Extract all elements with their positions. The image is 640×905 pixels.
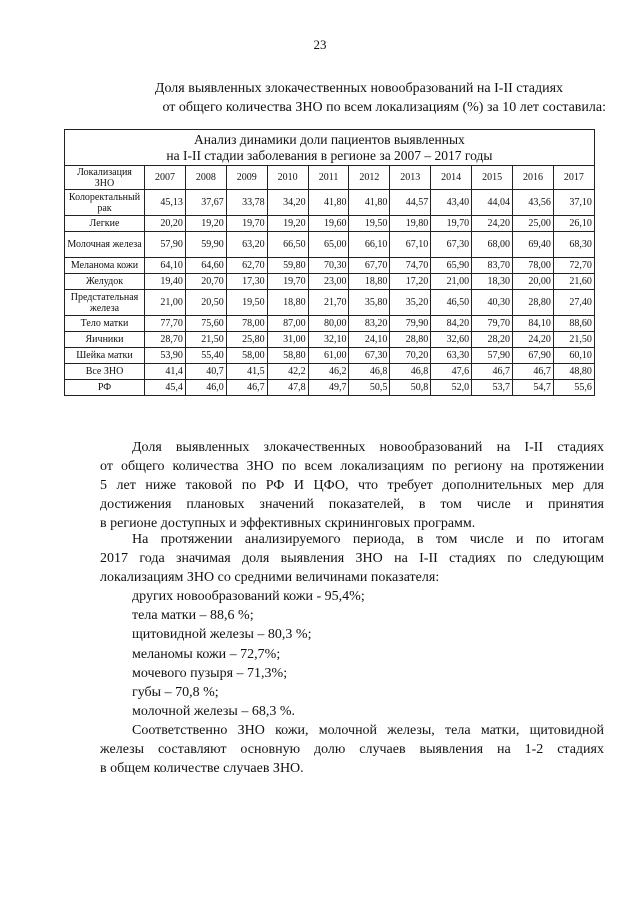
table-cell: 41,80 (308, 190, 349, 216)
table-row (65, 332, 595, 348)
row-label: Желудок (65, 274, 145, 290)
table-cell: 72,70 (553, 258, 594, 274)
table-cell: 32,10 (308, 332, 349, 348)
table-cell: 67,30 (431, 232, 472, 258)
list-item: щитовидной железы – 80,3 %; (132, 627, 312, 643)
paragraph-2-line: локализациям ЗНО со средними величинами показателя: (100, 570, 440, 585)
table-cell: 25,80 (226, 332, 267, 348)
header-year: 2012 (349, 166, 390, 190)
table-cell: 58,00 (226, 348, 267, 364)
table-cell: 45,13 (145, 190, 186, 216)
list-item: мочевого пузыря – 71,3%; (132, 665, 288, 681)
table-cell: 63,20 (226, 232, 267, 258)
row-label: Легкие (65, 216, 145, 232)
row-label: Яичники (65, 332, 145, 348)
header-year: 2013 (390, 166, 431, 190)
table-cell: 19,80 (390, 216, 431, 232)
table-cell: 60,10 (553, 348, 594, 364)
stage-share-table (64, 129, 595, 396)
table-cell: 37,67 (185, 190, 226, 216)
localization-list (132, 587, 365, 721)
table-cell: 32,60 (431, 332, 472, 348)
table-cell: 84,20 (431, 316, 472, 332)
table-cell: 28,70 (145, 332, 186, 348)
paragraph-1 (100, 438, 604, 533)
table-cell: 19,50 (226, 290, 267, 316)
table-cell: 57,90 (145, 232, 186, 258)
table-row (65, 348, 595, 364)
list-item: других новообразований кожи - 95,4%; (132, 589, 365, 604)
table-cell: 35,80 (349, 290, 390, 316)
table-cell: 68,30 (553, 232, 594, 258)
table-cell: 40,30 (472, 290, 513, 316)
paragraph-1-line: в регионе доступных и эффективных скрининговых программ. (100, 516, 476, 531)
table-cell: 24,20 (513, 332, 554, 348)
table-cell: 46,7 (513, 364, 554, 380)
table-cell: 47,6 (431, 364, 472, 380)
table-cell: 69,40 (513, 232, 554, 258)
table-cell: 65,00 (308, 232, 349, 258)
table-cell: 35,20 (390, 290, 431, 316)
header-year: 2017 (553, 166, 594, 190)
table-cell: 21,70 (308, 290, 349, 316)
table-cell: 20,70 (185, 274, 226, 290)
row-label: Шейка матки (65, 348, 145, 364)
table-cell: 18,80 (267, 290, 308, 316)
header-year: 2015 (472, 166, 513, 190)
paragraph-1-line: Доля выявленных злокачественных новообразований на I-II стадиях (132, 440, 604, 455)
paragraph-3-line: железы составляют основную долю случаев выявления на 1-2 стадиях (100, 742, 604, 757)
row-label: Меланома кожи (65, 258, 145, 274)
table-cell: 21,00 (145, 290, 186, 316)
table-cell: 47,8 (267, 380, 308, 396)
table-cell: 55,6 (553, 380, 594, 396)
table-cell: 87,00 (267, 316, 308, 332)
table-cell: 17,20 (390, 274, 431, 290)
paragraph-3-line: в общем количестве случаев ЗНО. (100, 761, 304, 776)
table-cell: 46,50 (431, 290, 472, 316)
table-cell: 70,20 (390, 348, 431, 364)
table-cell: 19,60 (308, 216, 349, 232)
table-row (65, 232, 595, 258)
table-cell: 19,20 (185, 216, 226, 232)
table-cell: 31,00 (267, 332, 308, 348)
list-item: губы – 70,8 %; (132, 685, 219, 701)
table-cell: 43,40 (431, 190, 472, 216)
table-cell: 46,0 (185, 380, 226, 396)
header-year: 2009 (226, 166, 267, 190)
table-cell: 34,20 (267, 190, 308, 216)
paragraph-3-line: Соответственно ЗНО кожи, молочной железы, тела матки, щитовидной (132, 723, 604, 738)
table-cell: 79,90 (390, 316, 431, 332)
table-cell: 54,7 (513, 380, 554, 396)
table-cell: 37,10 (553, 190, 594, 216)
table-cell: 50,5 (349, 380, 390, 396)
paragraph-2-line: На протяжении анализируемого периода, в том числе и по итогам (132, 532, 604, 547)
table-cell: 63,30 (431, 348, 472, 364)
table-cell: 46,2 (308, 364, 349, 380)
table-cell: 21,60 (553, 274, 594, 290)
table-cell: 58,80 (267, 348, 308, 364)
table-cell: 28,20 (472, 332, 513, 348)
paragraph-1-line: достижения плановых значений показателей, в том числе и принятия (100, 497, 604, 512)
table-cell: 66,50 (267, 232, 308, 258)
header-year: 2016 (513, 166, 554, 190)
table-row (65, 216, 595, 232)
list-item: тела матки – 88,6 %; (132, 608, 254, 624)
list-item: молочной железы – 68,3 %. (132, 704, 295, 720)
table-cell: 49,7 (308, 380, 349, 396)
table-cell: 55,40 (185, 348, 226, 364)
table-cell: 67,90 (513, 348, 554, 364)
table-cell: 52,0 (431, 380, 472, 396)
paragraph-3 (100, 721, 604, 778)
table-cell: 67,10 (390, 232, 431, 258)
table-cell: 24,20 (472, 216, 513, 232)
table-row (65, 290, 595, 316)
table-row (65, 274, 595, 290)
table-cell: 70,30 (308, 258, 349, 274)
table-cell: 44,04 (472, 190, 513, 216)
intro-line-2: от общего количества ЗНО по всем локализациям (%) за 10 лет составила: (162, 100, 606, 115)
row-label: Предстательная железа (65, 290, 145, 316)
table-cell: 20,20 (145, 216, 186, 232)
table-cell: 21,50 (185, 332, 226, 348)
table-cell: 79,70 (472, 316, 513, 332)
table-cell: 78,00 (513, 258, 554, 274)
header-localization: Локализация ЗНО (65, 166, 145, 190)
table-cell: 64,60 (185, 258, 226, 274)
header-year: 2014 (431, 166, 472, 190)
table-cell: 18,80 (349, 274, 390, 290)
table-cell: 46,8 (349, 364, 390, 380)
table-cell: 17,30 (226, 274, 267, 290)
table-cell: 25,00 (513, 216, 554, 232)
table-row (65, 364, 595, 380)
table-cell: 20,00 (513, 274, 554, 290)
table-cell: 24,10 (349, 332, 390, 348)
table-cell: 74,70 (390, 258, 431, 274)
table-cell: 62,70 (226, 258, 267, 274)
table-row (65, 258, 595, 274)
table-cell: 48,80 (553, 364, 594, 380)
table-cell: 53,7 (472, 380, 513, 396)
row-label: Молочная железа (65, 232, 145, 258)
table-row (65, 316, 595, 332)
table-cell: 41,5 (226, 364, 267, 380)
table-cell: 21,50 (553, 332, 594, 348)
table-cell: 27,40 (553, 290, 594, 316)
table-cell: 68,00 (472, 232, 513, 258)
table-cell: 20,50 (185, 290, 226, 316)
table-cell: 66,10 (349, 232, 390, 258)
table-cell: 42,2 (267, 364, 308, 380)
table-cell: 67,30 (349, 348, 390, 364)
table-cell: 45,4 (145, 380, 186, 396)
table-cell: 53,90 (145, 348, 186, 364)
table-cell: 26,10 (553, 216, 594, 232)
table-cell: 59,90 (185, 232, 226, 258)
table-cell: 88,60 (553, 316, 594, 332)
table-cell: 21,00 (431, 274, 472, 290)
header-year: 2011 (308, 166, 349, 190)
table-cell: 83,70 (472, 258, 513, 274)
table-row (65, 380, 595, 396)
paragraph-1-line: 5 лет ниже таковой по РФ И ЦФО, что требует дополнительных мер для (100, 478, 604, 493)
paragraph-2-line: 2017 года значимая доля выявления ЗНО на I-II стадиях по следующим (100, 551, 604, 566)
intro-line-1: Доля выявленных злокачественных новообразований на I-II стадиях (154, 81, 564, 96)
table-cell: 19,50 (349, 216, 390, 232)
table-cell: 43,56 (513, 190, 554, 216)
list-item: меланомы кожи – 72,7%; (132, 646, 281, 662)
header-year: 2007 (145, 166, 186, 190)
table-caption (65, 130, 595, 166)
row-label: Колоректальный рак (65, 190, 145, 216)
page-number: 23 (313, 37, 327, 52)
row-label: РФ (65, 380, 145, 396)
table-cell: 59,80 (267, 258, 308, 274)
table-cell: 75,60 (185, 316, 226, 332)
table-cell: 19,70 (431, 216, 472, 232)
table-cell: 77,70 (145, 316, 186, 332)
table-cell: 50,8 (390, 380, 431, 396)
table-cell: 57,90 (472, 348, 513, 364)
table-cell: 19,70 (226, 216, 267, 232)
table-cell: 28,80 (513, 290, 554, 316)
table-cell: 64,10 (145, 258, 186, 274)
paragraph-1-line: от общего количества ЗНО по всем локализациям по региону на протяжении (100, 459, 604, 474)
table-cell: 46,7 (472, 364, 513, 380)
intro-heading (100, 79, 606, 117)
header-year: 2008 (185, 166, 226, 190)
table-cell: 65,90 (431, 258, 472, 274)
header-year: 2010 (267, 166, 308, 190)
table-caption-line-1: Анализ динамики доли пациентов выявленных (194, 132, 465, 147)
table-cell: 19,40 (145, 274, 186, 290)
table-cell: 61,00 (308, 348, 349, 364)
stage-share-table-wrapper (64, 129, 594, 396)
table-cell: 28,80 (390, 332, 431, 348)
table-cell: 41,4 (145, 364, 186, 380)
table-cell: 41,80 (349, 190, 390, 216)
table-row (65, 190, 595, 216)
row-label: Все ЗНО (65, 364, 145, 380)
table-caption-line-2: на I-II стадии заболевания в регионе за 2007 – 2017 годы (166, 148, 493, 163)
table-cell: 84,10 (513, 316, 554, 332)
table-cell: 40,7 (185, 364, 226, 380)
table-cell: 67,70 (349, 258, 390, 274)
table-cell: 46,8 (390, 364, 431, 380)
table-cell: 78,00 (226, 316, 267, 332)
table-cell: 33,78 (226, 190, 267, 216)
table-cell: 23,00 (308, 274, 349, 290)
table-cell: 80,00 (308, 316, 349, 332)
table-cell: 83,20 (349, 316, 390, 332)
paragraph-2 (100, 530, 604, 587)
table-cell: 19,20 (267, 216, 308, 232)
table-cell: 44,57 (390, 190, 431, 216)
table-cell: 46,7 (226, 380, 267, 396)
table-cell: 18,30 (472, 274, 513, 290)
row-label: Тело матки (65, 316, 145, 332)
table-cell: 19,70 (267, 274, 308, 290)
